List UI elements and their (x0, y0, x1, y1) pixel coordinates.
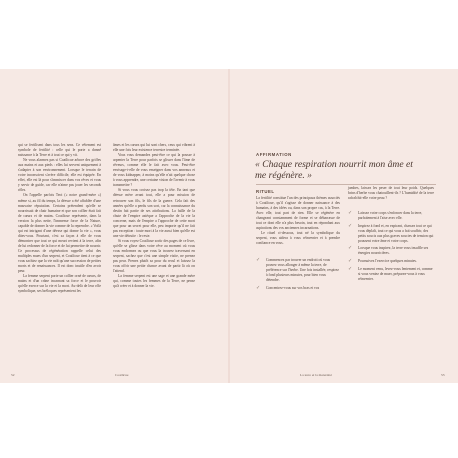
ritual-step (348, 259, 434, 264)
ritual-step-text: Laissez votre corps s'enfoncer dans la terre, parfaitement à l'aise avec elle. (358, 211, 423, 220)
ritual-step-text: Inspirez à fond et, en expirant, chassez tout ce qui vous déplaît, tout ce qui vous a fait souffrir, des petits soucis aux plus graves soucies de tension qui poussent votre âme et votre corps. (358, 223, 434, 243)
ritual-step-text: Commencez par trouver un endroit où vous pouvez vous allonger à même la terre, de préférence sur l'herbe. Une fois installée, respirez à fond plusieurs minutes, pour bien vous détendre. (266, 258, 339, 282)
ritual-step (348, 224, 434, 244)
page-gutter (228, 69, 230, 383)
ritual-step (256, 258, 340, 283)
paragraph: jambes, laissez les peser de tout leur poids. Quelques brins d'herbe vous chatouillent-ils ? L'humidité de la terre rafraîchit-elle votre peau ? (348, 186, 434, 201)
paragraph: La fertilité constitue l'un des principaux thèmes associés à Coatlicue, qu'il s'agisse de donner naissance à des humains, à des idées ou, dans son propre cas, à la Terre. Avec elle, tout part de rien. Elle se régénère en changeant constamment de forme et se débarrasse de tout ce dont elle n'a plus besoin, tout en répondant aux aspirations des vos anciennes incarnations. (256, 196, 340, 231)
check-mark-icon: ✓ (256, 257, 261, 263)
paragraph: Le rituel ci-dessous, tout né la symbolique du serpent, vous aidera à vous réinventer et à prendre confiance en vous. (256, 231, 340, 246)
ritual-step (348, 267, 434, 282)
ritual-steps-left (256, 258, 340, 293)
paragraph: qui se fertilisent dans tous les sens. Ce vêtement est symbole de fertilité : celle qui le porte a donné naissance à la Terre et à tout ce qui y vit. (18, 143, 101, 158)
ritual-step-text: Lorsque vous inspirez, la terre vous insuffle ses énergies nourricières. (358, 246, 429, 256)
ritual-step-text: Poursuivez l'exercice quelques minutes. (358, 259, 417, 264)
paragraph: Si vous voyez Coatlicue sortir des pages de ce livre, qu'elle se glisse dans votre rêve au moment où vous vous endormez ou que vous la trouvez traversant en serpent, sachez que c'est une simple visite, ne prenez pas peur. Prenez plutôt sa pour du recul et laissez la vous offrir une petite chance avant de partir là où on l'attend. (113, 238, 195, 274)
left-running-footer: Coatlicue (115, 373, 129, 377)
check-mark-icon: ✓ (348, 222, 353, 229)
ritual-steps-right (348, 211, 434, 285)
paragraph: La femme serpent est une sage et une grande mère qui, comme toutes les femmes de la Terre, ne pense qu'à créer et à donner la vie. (113, 274, 195, 289)
ritual-step-text: Concentrez-vous sur vos bras et vos (266, 285, 320, 290)
check-mark-icon: ✓ (256, 284, 261, 291)
check-mark-icon: ✓ (348, 266, 353, 273)
paragraph: Ne vous alarmez pas si Coatlicue arbore des griffes aux mains et aux pieds : elles lui servent uniquement à s'adapter à son environnement. Lorsque le terrain de votre inconscient s'avère difficile, elle est équipée. En effet, elle est là pour s'immiscer dans vos rêves et vous y servir de guide, car elle n'aime pas jouer les seconds rôles. (18, 158, 101, 193)
paragraph: Vous vous demandez peut-être ce qui la pousse à arpenter la Terre pour parfois se glisser dans l'âme de rêveurs, comme elle le fait avec vous. Peut-être envisage-t-elle de vous enseigner dans vos anneaux et de vous kidnapper, à moins qu'elle n'ait quelque chose à vous apprendre, une certaine vision de l'avenir à vous transmettre ? (113, 153, 195, 188)
right-page-number: 53 (441, 373, 445, 377)
left-page-number: 52 (11, 373, 15, 377)
ritual-step (348, 211, 434, 221)
paragraph: On l'appelle parfois Teoi (« notre grand-mère ») même si, au fil du temps, la déesse a été affublée d'une mauvaise réputation. Certains prétendent qu'elle se nourrissait de chair humaine et que son collier était fait de cœurs et de mains. Coatlicue représente, dans la version la plus nette, l'immense force de la Nature, capable de donner la vie comme de la reprendre. « Voilà qui est intrigant d'une déesse qui donne la vie », vous dites-vous. Pourtant, c'est sa façon à elle de vous démontrer que tout ce qui meurt revient à la terre, afin de lui redonner de la force et de lui permettre de nourrir. Ce processus de régénération rappelle celui des multiples mues d'un serpent, et Coatlicue tient à ce que vous sachiez que la vie naît qu'une succession de petites morts et de renaissances. Il est donc inutile d'en avoir peur. (18, 193, 101, 274)
paragraph: âmes et les cœurs qui lui sont chers, ceux qui vibrent à elle une fois leur existence terrestre terminée. (113, 143, 195, 153)
ritual-step-text: Le moment venu, levez-vous lentement et, comme si vous veniez de muer, préparez-vous à vous réinventer. (358, 267, 433, 281)
affirmation-label: AFFIRMATION (256, 152, 292, 157)
affirmation-quote: « Chaque respiration nourrit mon âme et me régénère. » (255, 159, 413, 182)
check-mark-icon: ✓ (348, 210, 353, 216)
right-page-column-2 (348, 186, 434, 201)
left-page-column-2 (113, 143, 195, 289)
left-page-column-1 (18, 143, 101, 294)
ritual-step (256, 286, 340, 291)
rituel-label: RITUEL (256, 189, 275, 194)
paragraph: La femme serpent porte un collier orné de cœurs, de mains et d'un crâne incarnant sa force et le pouvoir qu'elle exerce sur la vie et la mort. Au-delà de leur rôle symbolique, ses bréloques représentent les (18, 274, 101, 294)
ritual-step (348, 246, 434, 256)
check-mark-icon: ✓ (348, 245, 353, 252)
paragraph: Si vous vous croisez pas trop la tête. En tant que déesse mère avant tout, elle a pour mission de retrouver son fils, le fils de la guerre. Cela fait des années qu'elle a perdu son sort, car la connaissance du destin fait partie de ses attributions. La faille de la chute de l'empire aztèque a l'approche de la vie la concerne, mais de l'empire a l'approche de cette mort que pour un secret pour elle, peu importe qu'il ne fait pas exception : toute mort à la vie aussi bien qu'elle est une vie détruite : le reste. (113, 188, 195, 238)
check-mark-icon: ✓ (348, 258, 353, 265)
right-page-column-1 (256, 196, 340, 246)
right-running-footer: La terre et la maternité (300, 373, 332, 377)
section-divider (256, 184, 436, 185)
